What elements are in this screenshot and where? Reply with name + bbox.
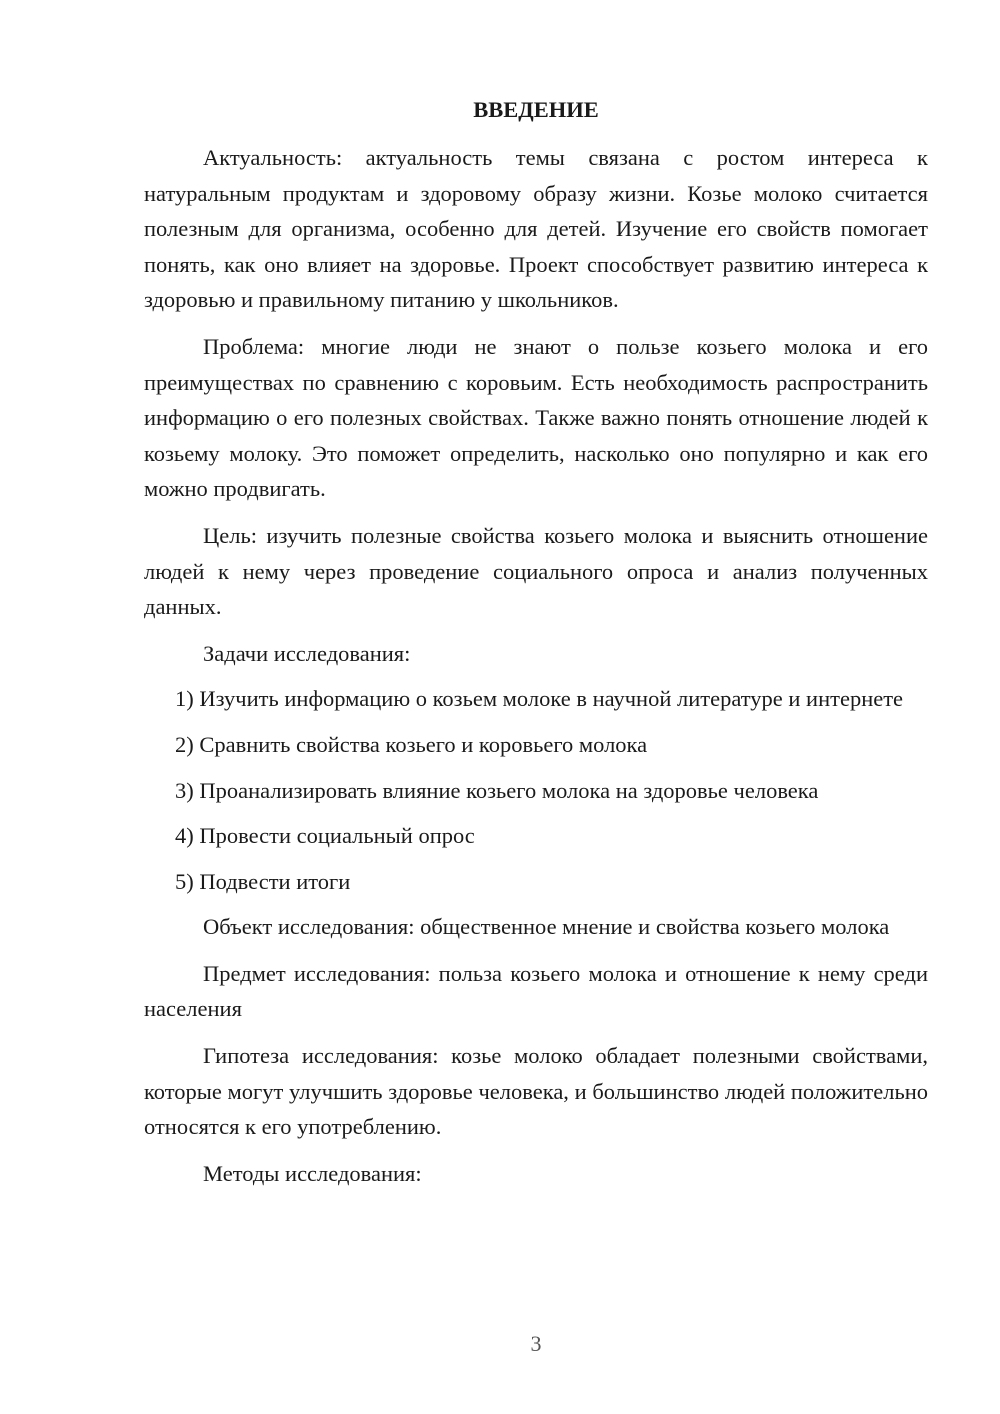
problem-paragraph: Проблема: многие люди не знают о пользе козьего молока и его преимуществах по сравнению с коровьим. Есть необходимость распространить информацию о его полезных свойствах. Также важно понять отношение людей к козьему молоку. Это поможет определить, насколько оно популярно и как его можно продвигать.: [144, 333, 928, 502]
document-page: [144, 92, 928, 1191]
methods-heading: Методы исследования:: [203, 1160, 422, 1186]
hypothesis-paragraph: Гипотеза исследования: козье молоко обладает полезными свойствами, которые могут улучшить здоровье человека, и большинство людей положительно относятся к его употреблению.: [144, 1043, 928, 1140]
task-item: 3) Проанализировать влияние козьего молока на здоровье человека: [175, 777, 819, 803]
section-title: ВВЕДЕНИЕ: [473, 97, 599, 122]
object-paragraph: Объект исследования: общественное мнение и свойства козьего молока: [203, 914, 890, 940]
task-item: 2) Сравнить свойства козьего и коровьего молока: [175, 731, 648, 757]
task-item: 4) Провести социальный опрос: [175, 823, 475, 849]
goal-paragraph: Цель: изучить полезные свойства козьего молока и выяснить отношение людей к нему через проведение социального опроса и анализ полученных данных.: [144, 522, 928, 620]
subject-paragraph: Предмет исследования: польза козьего молока и отношение к нему среди населения: [144, 960, 928, 1022]
tasks-heading: Задачи исследования:: [203, 640, 411, 666]
task-item: 5) Подвести итоги: [175, 868, 351, 894]
relevance-paragraph: Актуальность: актуальность темы связана с ростом интереса к натуральным продуктам и здоровому образу жизни. Козье молоко считается полезным для организма, особенно для детей. Изучение его свойств помогает понять, как оно влияет на здоровье. Проект способствует развитию интереса к здоровью и правильному питанию у школьников.: [144, 145, 928, 313]
page-number: 3: [530, 1331, 542, 1356]
tasks-list: [144, 681, 928, 899]
task-item: 1) Изучить информацию о козьем молоке в научной литературе и интернете: [175, 686, 904, 712]
